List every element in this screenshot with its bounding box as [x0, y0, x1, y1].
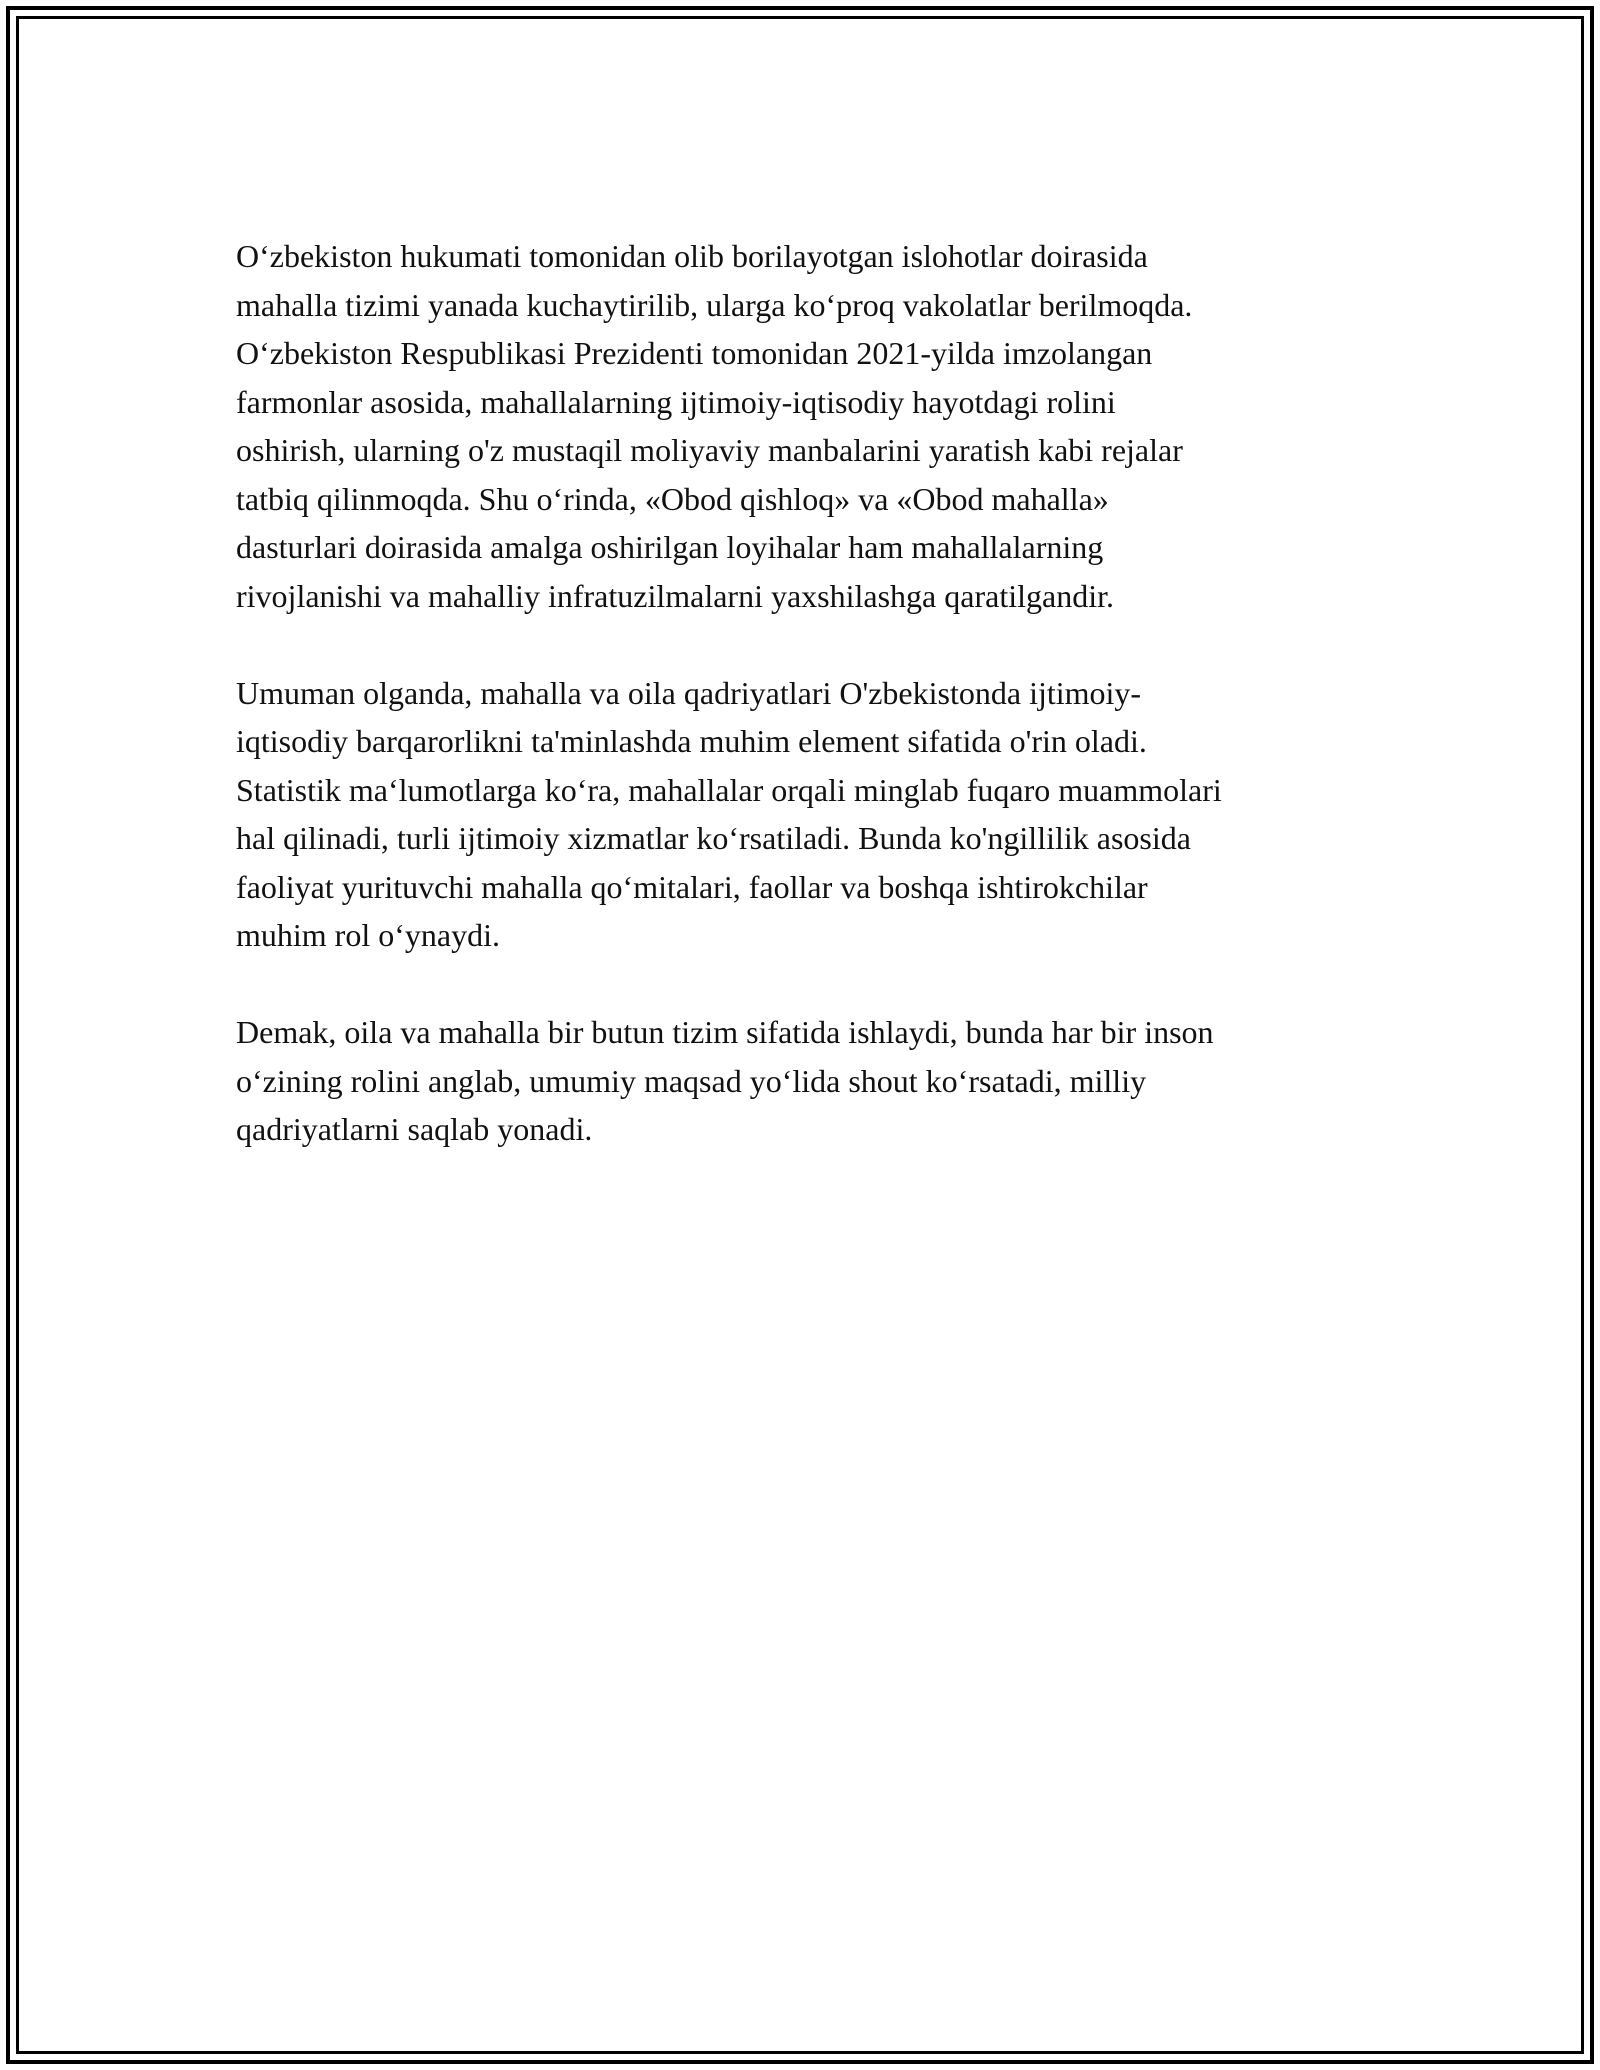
- paragraph-line: mahalla tizimi yanada kuchaytirilib, ularga ko‘proq vakolatlar berilmoqda.: [236, 286, 1193, 323]
- paragraph-3: [236, 1008, 1386, 1154]
- paragraph-line: Statistik ma‘lumotlarga ko‘ra, mahallalar orqali minglab fuqaro muammolari: [236, 771, 1222, 808]
- paragraph-line: hal qilinadi, turli ijtimoiy xizmatlar ko‘rsatiladi. Bunda ko'ngillilik asosida: [236, 820, 1191, 856]
- paragraph-2: [236, 669, 1386, 960]
- document-body: [236, 232, 1386, 1202]
- paragraph-1: [236, 232, 1386, 620]
- paragraph-line: O‘zbekiston Respublikasi Prezidenti tomonidan 2021-yilda imzolangan: [236, 335, 1153, 371]
- paragraph-line: faoliyat yurituvchi mahalla qo‘mitalari, faollar va boshqa ishtirokchilar: [236, 868, 1148, 905]
- paragraph-line: farmonlar asosida, mahallalarning ijtimoiy-iqtisodiy hayotdagi rolini: [236, 383, 1116, 420]
- paragraph-line: tatbiq qilinmoqda. Shu o‘rinda, «Obod qishloq» va «Obod mahalla»: [236, 480, 1109, 517]
- paragraph-line: Demak, oila va mahalla bir butun tizim sifatida ishlaydi, bunda har bir inson: [236, 1014, 1214, 1050]
- paragraph-line: iqtisodiy barqarorlikni ta'minlashda muhim element sifatida o'rin oladi.: [236, 723, 1147, 759]
- paragraph-line: Umuman olganda, mahalla va oila qadriyatlari O'zbekistonda ijtimoiy-: [236, 674, 1142, 711]
- paragraph-line: qadriyatlarni saqlab yonadi.: [236, 1111, 593, 1147]
- paragraph-line: o‘zining rolini anglab, umumiy maqsad yo‘lida shout ko‘rsatadi, milliy: [236, 1062, 1147, 1099]
- paragraph-line: dasturlari doirasida amalga oshirilgan loyihalar ham mahallalarning: [236, 529, 1104, 565]
- paragraph-line: rivojlanishi va mahalliy infratuzilmalarni yaxshilashga qaratilgandir.: [236, 577, 1114, 614]
- paragraph-line: O‘zbekiston hukumati tomonidan olib borilayotgan islohotlar doirasida: [236, 238, 1148, 274]
- paragraph-line: muhim rol o‘ynaydi.: [236, 917, 500, 953]
- paragraph-line: oshirish, ularning o'z mustaqil moliyaviy manbalarini yaratish kabi rejalar: [236, 432, 1183, 468]
